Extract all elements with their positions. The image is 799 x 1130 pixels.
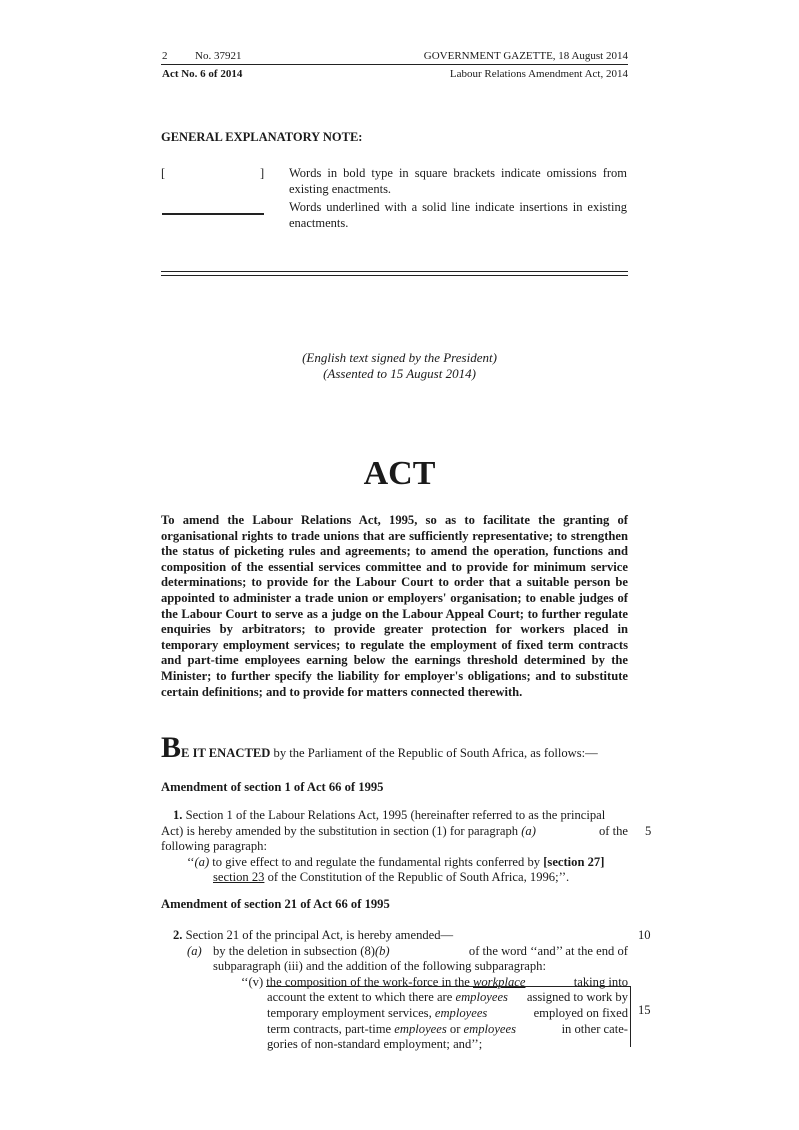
para-a-label: (a): [187, 943, 202, 958]
section21-number: 2.: [173, 928, 183, 942]
note-omissions-text: Words in bold type in square brackets indicate omissions from existing enactments.: [289, 166, 627, 196]
double-rule-bottom: [161, 275, 628, 276]
issue-number: No. 37921: [195, 50, 242, 62]
insertion-bracket-line: [266, 986, 631, 1047]
line-number-10: 10: [638, 928, 651, 942]
note-title: GENERAL EXPLANATORY NOTE:: [161, 130, 363, 144]
insertion-text: section 23: [213, 870, 265, 885]
section21-heading: Amendment of section 21 of Act 66 of 1995: [161, 897, 390, 911]
header-rule: [161, 64, 628, 65]
act-short-title: Labour Relations Amendment Act, 2014: [449, 68, 628, 80]
enacting-bold: E IT ENACTED: [181, 746, 271, 760]
section1-heading: Amendment of section 1 of Act 66 of 1995: [161, 780, 384, 794]
long-title: To amend the Labour Relations Act, 1995, so as to facilitate the granting of organisational rights to trade unions that are sufficiently representative; to strengthen the status of picketing rules and agreements; to amend the operation, functions and composition of the essential services committee and to provide for minimum service determinations; to provide for the Labour Court to order that a suitable person be appointed to administer a trade union or employers' organisation; to enable judges of the Labour Court to serve as a judge on the Labour Appeal Court; to further regulate enquiries by arbitrators; to provide greater protection for workers placed in temporary employment services; to regulate the employment of fixed term contracts and part-time employees earning below the earnings threshold determined by the Minister; to further specify the liability for employer's obligations; and to substitute certain definitions; and to provide for matters connected therewith.: [161, 513, 628, 699]
act-number: Act No. 6 of 2014: [162, 68, 243, 80]
bracket-close: ]: [260, 166, 265, 180]
page-number: 2: [162, 50, 168, 62]
section21-body: 2. Section 21 of the principal Act, is hereby amended— (a) by the deletion in subsection (8)(b) of the word ‘‘and’’ at the end of subparagraph (iii) and the addition of the following subparagraph: ‘‘(v) the composition of the work-force in the workplace taking into account the extent to which there are employees assigned to work by temporary employment services, employees employed on fixed term contracts, part-time employees or employees in other cate- gories of non-standard employment; and’’;: [173, 928, 628, 1052]
omission-text: [section 27]: [543, 854, 605, 869]
drop-cap: B: [161, 731, 182, 764]
assent-date: (Assented to 15 August 2014): [323, 366, 476, 381]
bracket-open: [: [161, 166, 166, 180]
enacting-formula: [161, 733, 628, 763]
section1-body: 1. Section 1 of the Labour Relations Act, 1995 (hereinafter referred to as the principal Act) is hereby amended by the substitution in section (1) for paragraph (a) of the following paragraph: ‘‘(a) to give effect to and regulate the fundamental rights conferred by [section 27] section 23 of the Constitution of the Republic of South Africa, 1996;’’.: [161, 808, 628, 885]
note-insertions-text: Words underlined with a solid line indicate insertions in existing enactments.: [289, 200, 627, 230]
gazette-title: GOVERNMENT GAZETTE, 18 August 2014: [423, 50, 628, 62]
underline-sample: [162, 213, 264, 215]
line-number-5: 5: [645, 824, 652, 838]
double-rule-top: [161, 271, 628, 272]
section1-number: 1.: [173, 808, 183, 822]
line-number-15: 15: [638, 1003, 651, 1017]
act-title: ACT: [363, 455, 436, 492]
enacting-rest: by the Parliament of the Republic of South Africa, as follows:—: [270, 746, 598, 760]
assent-signed: (English text signed by the President): [302, 350, 497, 365]
